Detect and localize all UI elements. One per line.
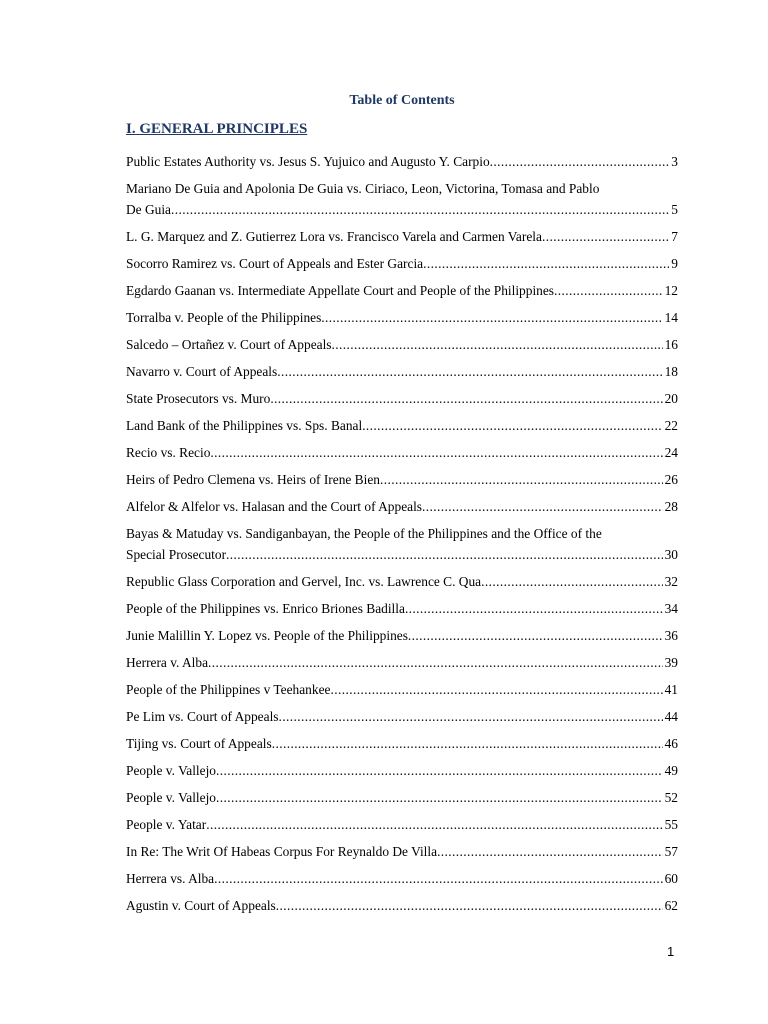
toc-entry-line <box>126 388 678 409</box>
toc-entry[interactable] <box>126 625 678 646</box>
toc-entry-page: 12 <box>664 283 678 298</box>
toc-entry-text: Special Prosecutor <box>126 547 227 562</box>
toc-entry-page: 57 <box>664 844 678 859</box>
toc-entry-line <box>126 814 678 835</box>
toc-entry[interactable] <box>126 442 678 463</box>
toc-entry-page: 49 <box>664 763 678 778</box>
toc-entry-page: 41 <box>664 682 678 697</box>
toc-entry-line <box>126 361 678 382</box>
toc-entry[interactable] <box>126 760 678 781</box>
toc-entry[interactable] <box>126 469 678 490</box>
dot-leader <box>422 496 663 517</box>
toc-entry-text: Salcedo – Ortañez v. Court of Appeals <box>126 337 332 352</box>
toc-entry-line <box>126 415 678 436</box>
toc-entry-text: Pe Lim vs. Court of Appeals <box>126 709 279 724</box>
dot-leader <box>216 760 663 781</box>
toc-entry-text: Public Estates Authority vs. Jesus S. Yujuico and Augusto Y. Carpio <box>126 154 490 169</box>
toc-entry[interactable] <box>126 361 678 382</box>
toc-entry-line <box>126 496 678 517</box>
dot-leader <box>226 544 663 565</box>
toc-entry-text: People of the Philippines v Teehankee <box>126 682 331 697</box>
dot-leader <box>272 733 663 754</box>
toc-entry-text: Mariano De Guia and Apolonia De Guia vs. Ciriaco, Leon, Victorina, Tomasa and Pablo <box>126 181 600 196</box>
toc-entry[interactable] <box>126 253 678 274</box>
toc-entry-text: Socorro Ramirez vs. Court of Appeals and Ester Garcia <box>126 256 424 271</box>
toc-entry[interactable] <box>126 679 678 700</box>
dot-leader <box>279 706 663 727</box>
toc-entry-text: People of the Philippines vs. Enrico Briones Badilla <box>126 601 405 616</box>
toc-entry-text: In Re: The Writ Of Habeas Corpus For Reynaldo De Villa <box>126 844 438 859</box>
dot-leader <box>321 307 662 328</box>
toc-entry-line <box>126 544 678 565</box>
toc-entry-text: People v. Vallejo <box>126 790 216 805</box>
toc-entry-line <box>126 280 678 301</box>
dot-leader <box>554 280 663 301</box>
toc-entry[interactable] <box>126 895 678 916</box>
dot-leader <box>208 652 663 673</box>
toc-entry[interactable] <box>126 496 678 517</box>
toc-entry[interactable] <box>126 868 678 889</box>
toc-entry-page: 39 <box>664 655 678 670</box>
toc-entry[interactable] <box>126 307 678 328</box>
dot-leader <box>206 814 662 835</box>
toc-entry[interactable] <box>126 415 678 436</box>
toc-entry-line <box>126 706 678 727</box>
toc-entry-text: Egdardo Gaanan vs. Intermediate Appellate Court and People of the Philippines <box>126 283 555 298</box>
toc-entry-line <box>126 598 678 619</box>
page-number: 1 <box>667 944 675 959</box>
toc-entry-line <box>126 571 678 592</box>
toc-entry[interactable] <box>126 733 678 754</box>
toc-entry-page: 62 <box>664 898 678 913</box>
dot-leader <box>270 388 662 409</box>
toc-entry[interactable] <box>126 652 678 673</box>
dot-leader <box>216 787 663 808</box>
dot-leader <box>437 841 663 862</box>
toc-entry-line <box>126 760 678 781</box>
toc-entry-page: 7 <box>671 229 678 244</box>
toc-entry-text: L. G. Marquez and Z. Gutierrez Lora vs. Francisco Varela and Carmen Varela <box>126 229 542 244</box>
toc-entry[interactable] <box>126 523 678 565</box>
toc-entry-page: 34 <box>664 601 678 616</box>
toc-entry[interactable] <box>126 226 678 247</box>
toc-entry[interactable] <box>126 598 678 619</box>
toc-entry-page: 5 <box>671 202 678 217</box>
toc-entry-line <box>126 625 678 646</box>
toc-entry-text: Herrera v. Alba <box>126 655 209 670</box>
dot-leader <box>408 625 663 646</box>
toc-entry[interactable] <box>126 571 678 592</box>
toc-entry-text: Heirs of Pedro Clemena vs. Heirs of Irene Bien <box>126 472 380 487</box>
toc-entry-page: 16 <box>664 337 678 352</box>
toc-entry[interactable] <box>126 388 678 409</box>
toc-entry[interactable] <box>126 706 678 727</box>
toc-entry-line <box>126 895 678 916</box>
dot-leader <box>405 598 663 619</box>
toc-entry[interactable] <box>126 787 678 808</box>
toc-entry[interactable] <box>126 841 678 862</box>
dot-leader <box>277 361 662 382</box>
toc-entry-page: 32 <box>664 574 678 589</box>
toc-entry-line <box>126 253 678 274</box>
toc-entry-text: Torralba v. People of the Philippines <box>126 310 322 325</box>
dot-leader <box>423 253 669 274</box>
toc-entry-line <box>126 307 678 328</box>
toc-entry-page: 52 <box>664 790 678 805</box>
toc-entry-page: 60 <box>664 871 678 886</box>
toc-entry-line <box>126 679 678 700</box>
toc-entry-text: Navarro v. Court of Appeals <box>126 364 278 379</box>
dot-leader <box>171 199 669 220</box>
toc-title: Table of Contents <box>349 93 455 108</box>
toc-entry-line <box>126 199 678 220</box>
toc-entry-page: 20 <box>664 391 678 406</box>
toc-entry-text: Bayas & Matuday vs. Sandiganbayan, the People of the Philippines and the Office of the <box>126 526 602 541</box>
dot-leader <box>276 895 663 916</box>
toc-entry-page: 28 <box>664 499 678 514</box>
toc-entry-line <box>126 151 678 172</box>
toc-entry[interactable] <box>126 151 678 172</box>
toc-entry-text: State Prosecutors vs. Muro <box>126 391 271 406</box>
toc-entry-line <box>126 652 678 673</box>
toc-entry-line <box>126 787 678 808</box>
dot-leader <box>490 151 670 172</box>
dot-leader <box>362 415 662 436</box>
toc-entry-page: 44 <box>664 709 678 724</box>
dot-leader <box>380 469 663 490</box>
dot-leader <box>481 571 662 592</box>
toc-entry-line <box>126 733 678 754</box>
toc-entry[interactable] <box>126 334 678 355</box>
toc-entry-page: 26 <box>664 472 678 487</box>
toc-entry-text: Herrera vs. Alba <box>126 871 215 886</box>
toc-entry-page: 30 <box>664 547 678 562</box>
toc-entry-page: 9 <box>671 256 678 271</box>
toc-entry-text: Agustin v. Court of Appeals <box>126 898 276 913</box>
toc-entry-text: Land Bank of the Philippines vs. Sps. Banal <box>126 418 363 433</box>
dot-leader <box>330 679 662 700</box>
toc-entry-text: Republic Glass Corporation and Gervel, Inc. vs. Lawrence C. Qua <box>126 574 482 589</box>
toc-entry-page: 55 <box>664 817 678 832</box>
toc-entry[interactable] <box>126 178 678 220</box>
toc-entry-text: De Guia <box>126 202 171 217</box>
toc-entry-line <box>126 442 678 463</box>
toc-entry-text: Recio vs. Recio <box>126 445 211 460</box>
dot-leader <box>214 868 662 889</box>
toc-entry-page: 24 <box>664 445 678 460</box>
toc-entry-text: Alfelor & Alfelor vs. Halasan and the Court of Appeals <box>126 499 423 514</box>
toc-entry-page: 46 <box>664 736 678 751</box>
dot-leader <box>542 226 669 247</box>
toc-entry[interactable] <box>126 280 678 301</box>
toc-entry-line <box>126 841 678 862</box>
toc-entry-line <box>126 334 678 355</box>
toc-entry-text: Tijing vs. Court of Appeals <box>126 736 272 751</box>
toc-entry-line <box>126 868 678 889</box>
toc-entry-text: Junie Malillin Y. Lopez vs. People of the Philippines <box>126 628 408 643</box>
toc-entry-page: 18 <box>664 364 678 379</box>
toc-entry-line <box>126 469 678 490</box>
toc-entry-text: People v. Yatar <box>126 817 207 832</box>
toc-entry[interactable] <box>126 814 678 835</box>
dot-leader <box>210 442 662 463</box>
dot-leader <box>332 334 663 355</box>
toc-entry-page: 36 <box>664 628 678 643</box>
toc-entry-page: 22 <box>664 418 678 433</box>
toc-list <box>126 151 678 922</box>
toc-entry-page: 3 <box>671 154 678 169</box>
toc-entry-page: 14 <box>664 310 678 325</box>
section-heading[interactable]: I. GENERAL PRINCIPLES <box>126 121 308 137</box>
toc-entry-line <box>126 226 678 247</box>
toc-entry-text: People v. Vallejo <box>126 763 216 778</box>
